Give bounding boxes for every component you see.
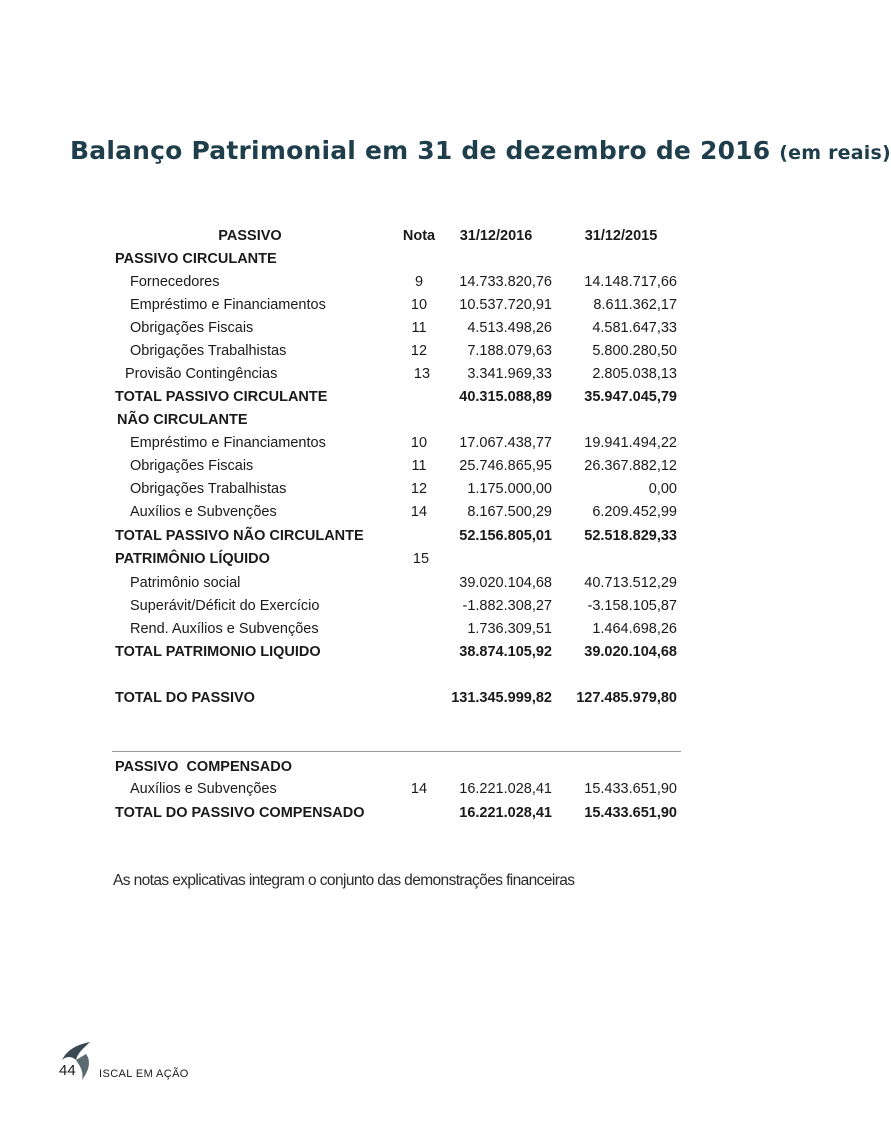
table-row bbox=[0, 297, 816, 320]
section-label: NÃO CIRCULANTE bbox=[117, 412, 248, 428]
row-label: Empréstimo e Financiamentos bbox=[130, 297, 326, 313]
row-value-2015: 5.800.280,50 bbox=[592, 343, 677, 359]
grand-total-2015: 127.485.979,80 bbox=[576, 690, 677, 706]
row-nota: 9 bbox=[414, 274, 424, 290]
row-value-2015: 8.611.362,17 bbox=[593, 297, 677, 313]
row-value-2016: 3.341.969,33 bbox=[467, 366, 552, 382]
row-value-2016: 17.067.438,77 bbox=[459, 435, 552, 451]
row-label: Obrigações Trabalhistas bbox=[130, 481, 287, 497]
row-nota: 13 bbox=[413, 366, 431, 382]
header-2016: 31/12/2016 bbox=[459, 228, 533, 244]
row-nota: 12 bbox=[410, 343, 428, 359]
title-unit: (em reais) bbox=[779, 142, 891, 164]
table-row bbox=[0, 458, 816, 481]
section-heading bbox=[0, 551, 816, 574]
grand-total-row bbox=[0, 690, 816, 713]
total-label: TOTAL PASSIVO CIRCULANTE bbox=[115, 389, 328, 405]
total-value-2015: 39.020.104,68 bbox=[584, 644, 677, 660]
table-header bbox=[0, 228, 816, 251]
total-row bbox=[0, 528, 816, 551]
row-value-2016: 16.221.028,41 bbox=[459, 781, 552, 797]
row-label: Provisão Contingências bbox=[125, 366, 278, 382]
page-title bbox=[70, 136, 891, 165]
row-value-2015: 0,00 bbox=[648, 481, 677, 497]
total-value-2016: 38.874.105,92 bbox=[459, 644, 552, 660]
row-label: Auxílios e Subvenções bbox=[130, 504, 277, 520]
total-value-2016: 52.156.805,01 bbox=[459, 528, 552, 544]
row-value-2015: 2.805.038,13 bbox=[592, 366, 677, 382]
row-value-2015: 6.209.452,99 bbox=[592, 504, 677, 520]
page-number: 44 bbox=[59, 1062, 76, 1079]
table-row bbox=[0, 435, 816, 458]
row-nota: 11 bbox=[411, 458, 427, 474]
row-label: Obrigações Trabalhistas bbox=[130, 343, 287, 359]
total-value-2016: 16.221.028,41 bbox=[459, 805, 552, 821]
table-row bbox=[0, 575, 816, 598]
title-main: Balanço Patrimonial em 31 de dezembro de 2016 bbox=[70, 136, 771, 165]
total-row bbox=[0, 805, 816, 828]
table-row bbox=[0, 621, 816, 644]
total-value-2015: 15.433.651,90 bbox=[584, 805, 677, 821]
row-nota: 14 bbox=[410, 781, 428, 797]
row-value-2015: 1.464.698,26 bbox=[592, 621, 677, 637]
row-value-2016: 4.513.498,26 bbox=[467, 320, 552, 336]
row-value-2015: 4.581.647,33 bbox=[592, 320, 677, 336]
table-row bbox=[0, 598, 816, 621]
total-label: TOTAL PATRIMONIO LIQUIDO bbox=[115, 644, 321, 660]
row-nota: 10 bbox=[410, 435, 428, 451]
row-label: Obrigações Fiscais bbox=[130, 458, 254, 474]
table-row bbox=[0, 481, 816, 504]
row-label: Auxílios e Subvenções bbox=[130, 781, 277, 797]
table-row bbox=[0, 274, 816, 297]
table-row bbox=[0, 504, 816, 527]
total-label: TOTAL DO PASSIVO COMPENSADO bbox=[115, 805, 365, 821]
divider bbox=[112, 751, 681, 752]
grand-total-2016: 131.345.999,82 bbox=[451, 690, 552, 706]
row-nota: 11 bbox=[411, 320, 427, 336]
row-value-2016: 14.733.820,76 bbox=[459, 274, 552, 290]
row-value-2016: 8.167.500,29 bbox=[467, 504, 552, 520]
row-value-2015: 26.367.882,12 bbox=[584, 458, 677, 474]
row-value-2015: 15.433.651,90 bbox=[584, 781, 677, 797]
section-nota: 15 bbox=[412, 551, 430, 567]
table-row bbox=[0, 781, 816, 804]
row-value-2016: 10.537.720,91 bbox=[459, 297, 552, 313]
row-nota: 12 bbox=[410, 481, 428, 497]
row-nota: 14 bbox=[410, 504, 428, 520]
row-label: Obrigações Fiscais bbox=[130, 320, 254, 336]
footer-brand: ISCAL EM AÇÃO bbox=[99, 1068, 189, 1080]
section-label: PATRIMÔNIO LÍQUIDO bbox=[115, 551, 270, 567]
table-row bbox=[0, 366, 816, 389]
row-value-2016: 1.736.309,51 bbox=[467, 621, 552, 637]
total-row bbox=[0, 644, 816, 667]
section-heading bbox=[0, 759, 816, 782]
row-value-2015: 14.148.717,66 bbox=[584, 274, 677, 290]
row-label: Fornecedores bbox=[130, 274, 220, 290]
section-label: PASSIVO CIRCULANTE bbox=[115, 251, 277, 267]
row-label: Superávit/Déficit do Exercício bbox=[130, 598, 320, 614]
row-value-2015: 19.941.494,22 bbox=[584, 435, 677, 451]
footnote: As notas explicativas integram o conjunto das demonstrações financeiras bbox=[113, 872, 575, 889]
table-row bbox=[0, 320, 816, 343]
section-label: PASSIVO COMPENSADO bbox=[115, 759, 292, 775]
row-label: Empréstimo e Financiamentos bbox=[130, 435, 326, 451]
row-nota: 10 bbox=[410, 297, 428, 313]
total-label: TOTAL PASSIVO NÃO CIRCULANTE bbox=[115, 528, 364, 544]
total-value-2016: 40.315.088,89 bbox=[459, 389, 552, 405]
row-value-2015: -3.158.105,87 bbox=[587, 598, 677, 614]
total-row bbox=[0, 389, 816, 412]
row-value-2016: 25.746.865,95 bbox=[459, 458, 552, 474]
header-2015: 31/12/2015 bbox=[584, 228, 658, 244]
row-value-2016: 7.188.079,63 bbox=[467, 343, 552, 359]
row-label: Rend. Auxílios e Subvenções bbox=[130, 621, 319, 637]
row-value-2016: -1.882.308,27 bbox=[462, 598, 552, 614]
header-passivo: PASSIVO bbox=[218, 228, 282, 244]
total-value-2015: 35.947.045,79 bbox=[584, 389, 677, 405]
row-value-2016: 1.175.000,00 bbox=[467, 481, 552, 497]
total-value-2015: 52.518.829,33 bbox=[584, 528, 677, 544]
row-label: Patrimônio social bbox=[130, 575, 241, 591]
row-value-2016: 39.020.104,68 bbox=[459, 575, 552, 591]
grand-total-label: TOTAL DO PASSIVO bbox=[115, 690, 255, 706]
header-nota: Nota bbox=[402, 228, 436, 244]
section-heading bbox=[0, 412, 816, 435]
table-row bbox=[0, 343, 816, 366]
section-heading bbox=[0, 251, 816, 274]
row-value-2015: 40.713.512,29 bbox=[584, 575, 677, 591]
